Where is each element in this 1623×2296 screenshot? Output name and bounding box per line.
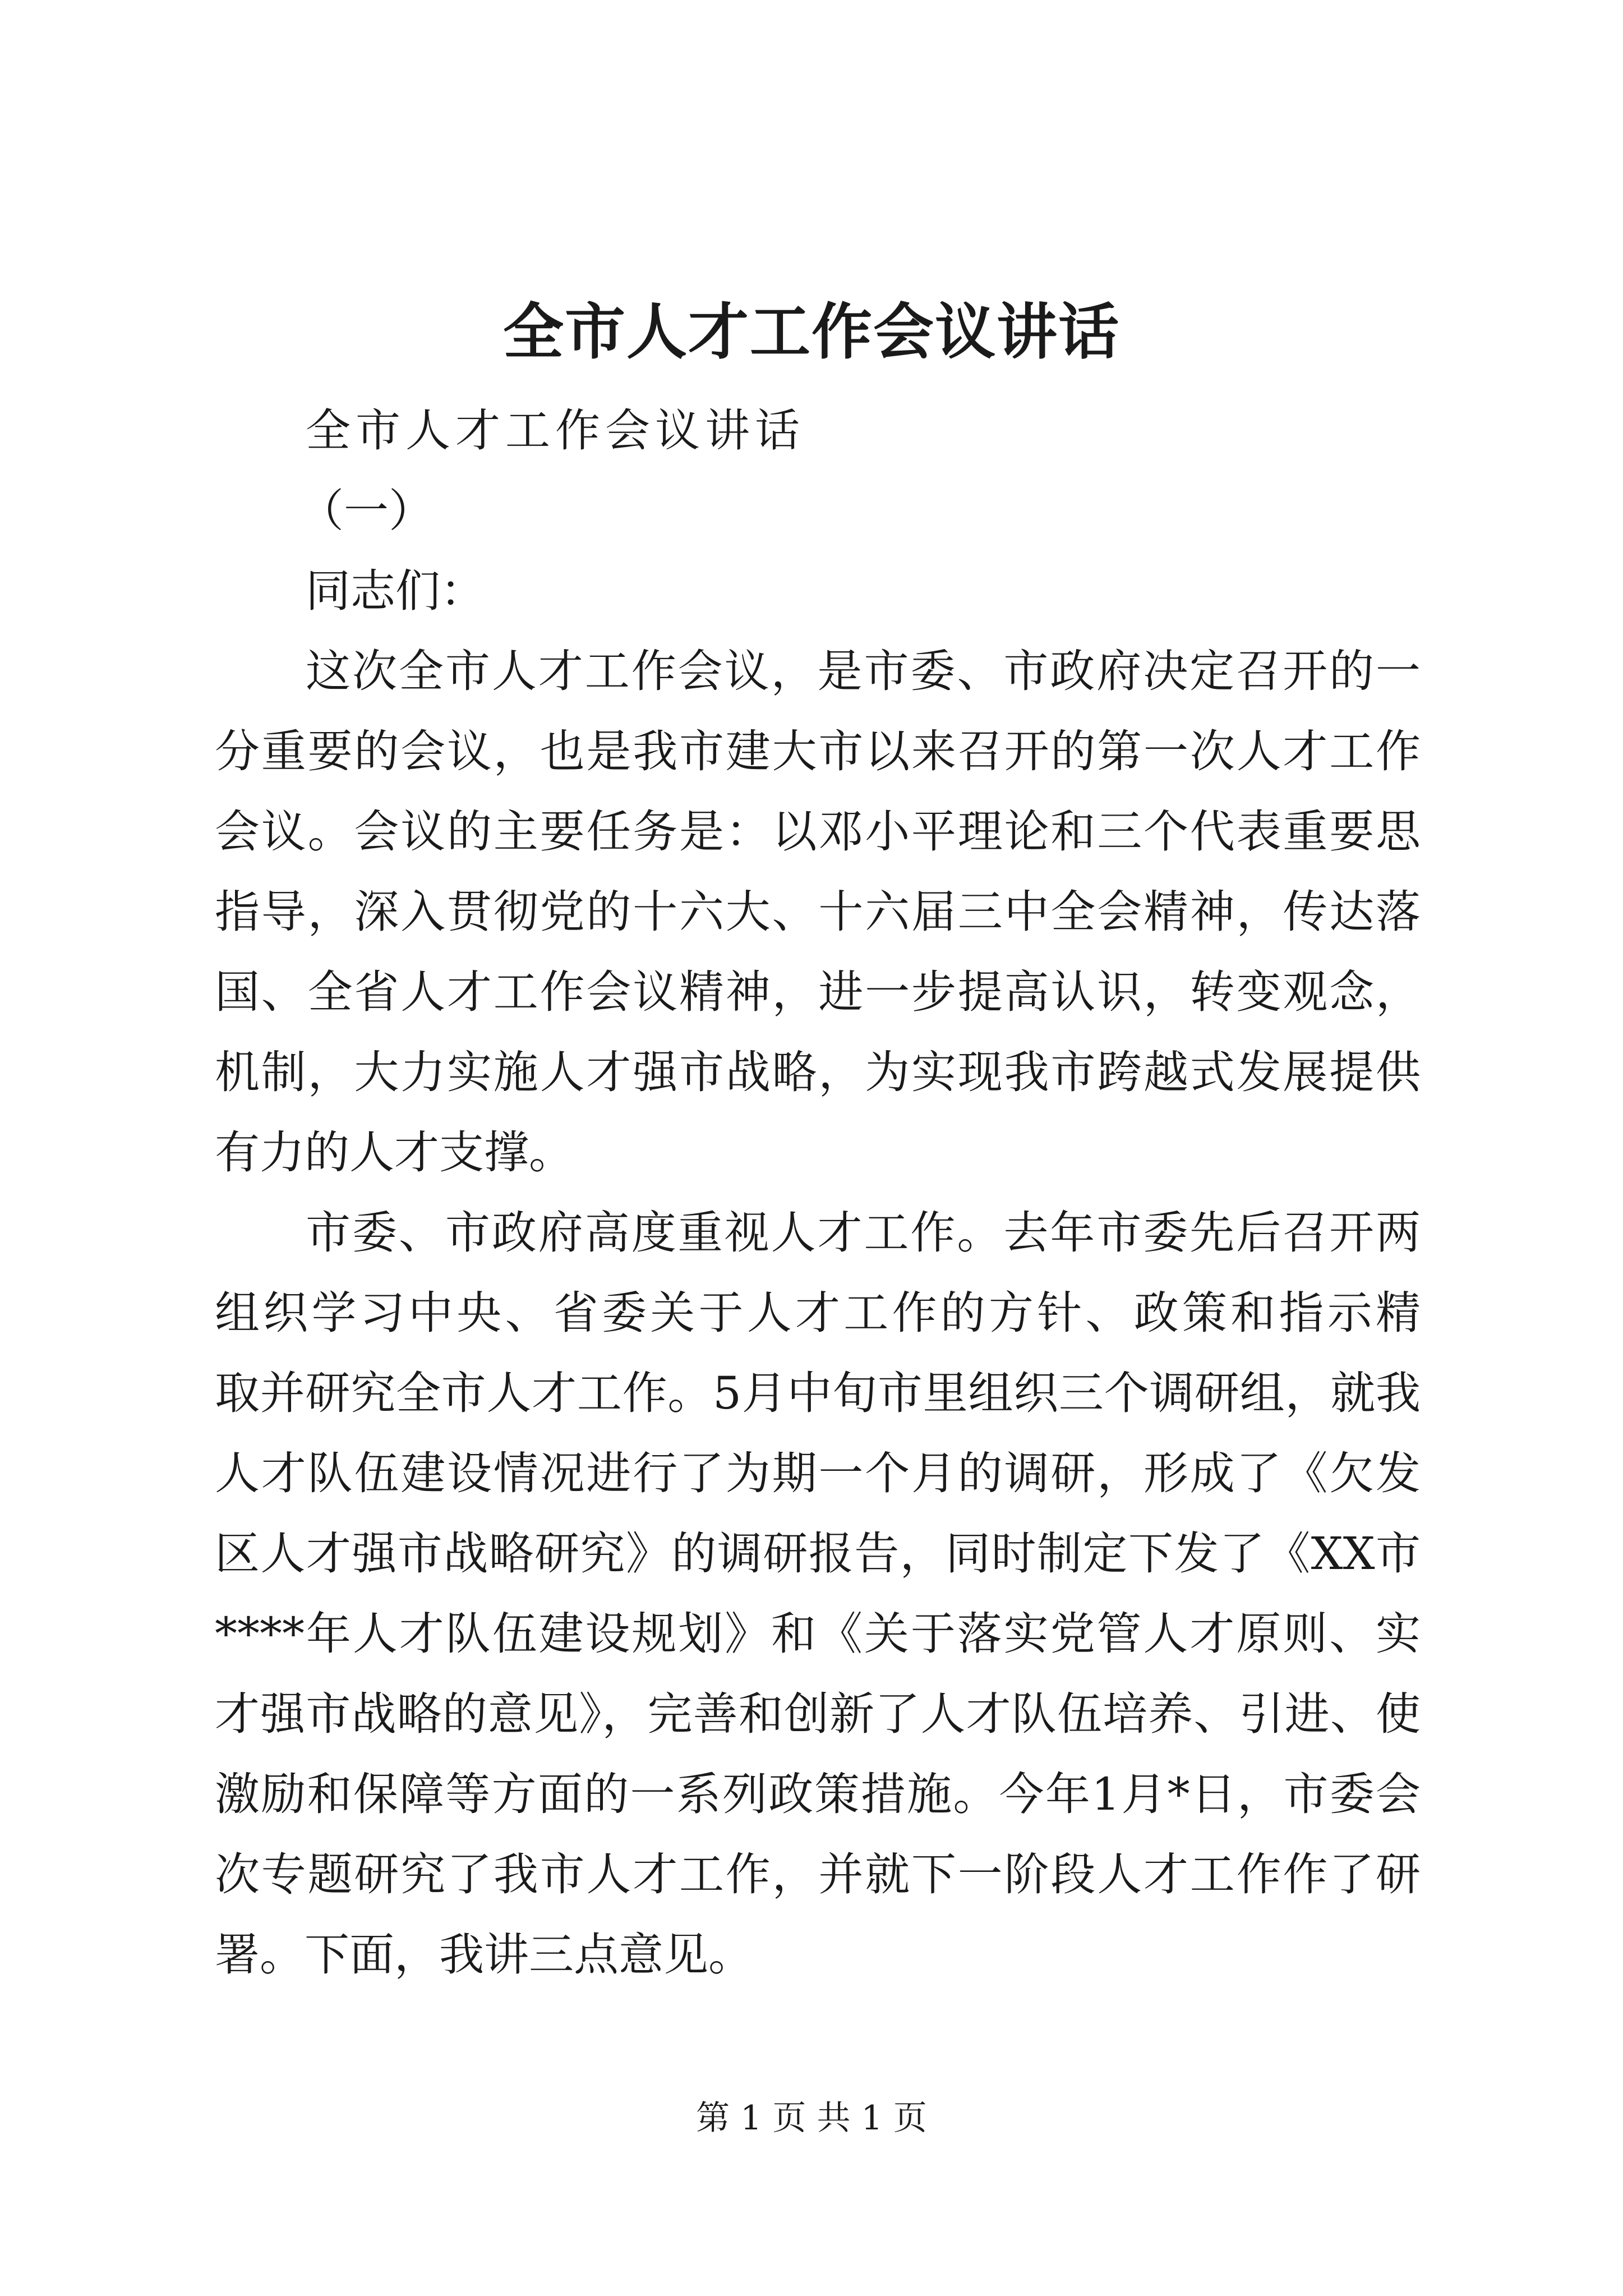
document-title: 全市人才工作会议讲话 (502, 297, 1120, 367)
paragraph-2-line: 激励和保障等方面的一系列政策措施。今年1月*日，市委会 (215, 1768, 1421, 1820)
paragraph-1-line: 有力的人才支撑。 (215, 1126, 574, 1179)
paragraph-1-line: 分重要的会议，也是我市建大市以来召开的第一次人才工作 (215, 725, 1421, 777)
paragraph-2-line: ****年人才队伍建设规划》和《关于落实党管人才原则、实 (215, 1608, 1421, 1660)
paragraph-2-line: 取并研究全市人才工作。5月中旬市里组织三个调研组，就我 (215, 1367, 1421, 1419)
paragraph-1-line: 机制，大力实施人才强市战略，为实现我市跨越式发展提供 (215, 1046, 1421, 1098)
paragraph-2-line: 署。下面，我讲三点意见。 (215, 1929, 753, 1981)
paragraph-1-line: 国、全省人才工作会议精神，进一步提高认识，转变观念， (215, 966, 1421, 1018)
section-marker: （一） (299, 485, 434, 537)
paragraph-2-line: 组织学习中央、省委关于人才工作的方针、政策和指示精 (215, 1287, 1421, 1339)
page-footer (0, 2096, 1623, 2141)
salutation: 同志们： (306, 565, 485, 617)
page-number-label: 第 1 页 共 1 页 (696, 2099, 927, 2138)
paragraph-1-line: 这次全市人才工作会议，是市委、市政府决定召开的一 (306, 645, 1421, 697)
paragraph-2-line: 市委、市政府高度重视人才工作。去年市委先后召开两 (306, 1207, 1421, 1259)
paragraph-2-line: 区人才强市战略研究》的调研报告，同时制定下发了《XX市 (215, 1527, 1421, 1580)
paragraph-1-line: 会议。会议的主要任务是：以邓小平理论和三个代表重要思 (215, 806, 1421, 858)
document-body (215, 390, 1421, 1995)
paragraph-2-line: 人才队伍建设情况进行了为期一个月的调研，形成了《欠发 (215, 1447, 1421, 1499)
paragraph-1-line: 指导，深入贯彻党的十六大、十六届三中全会精神，传达落 (215, 886, 1421, 938)
paragraph-2-line: 才强市战略的意见》，完善和创新了人才队伍培养、引进、使 (215, 1688, 1421, 1740)
subtitle-line: 全市人才工作会议讲话 (306, 404, 805, 457)
paragraph-2-line: 次专题研究了我市人才工作，并就下一阶段人才工作作了研 (215, 1848, 1421, 1901)
